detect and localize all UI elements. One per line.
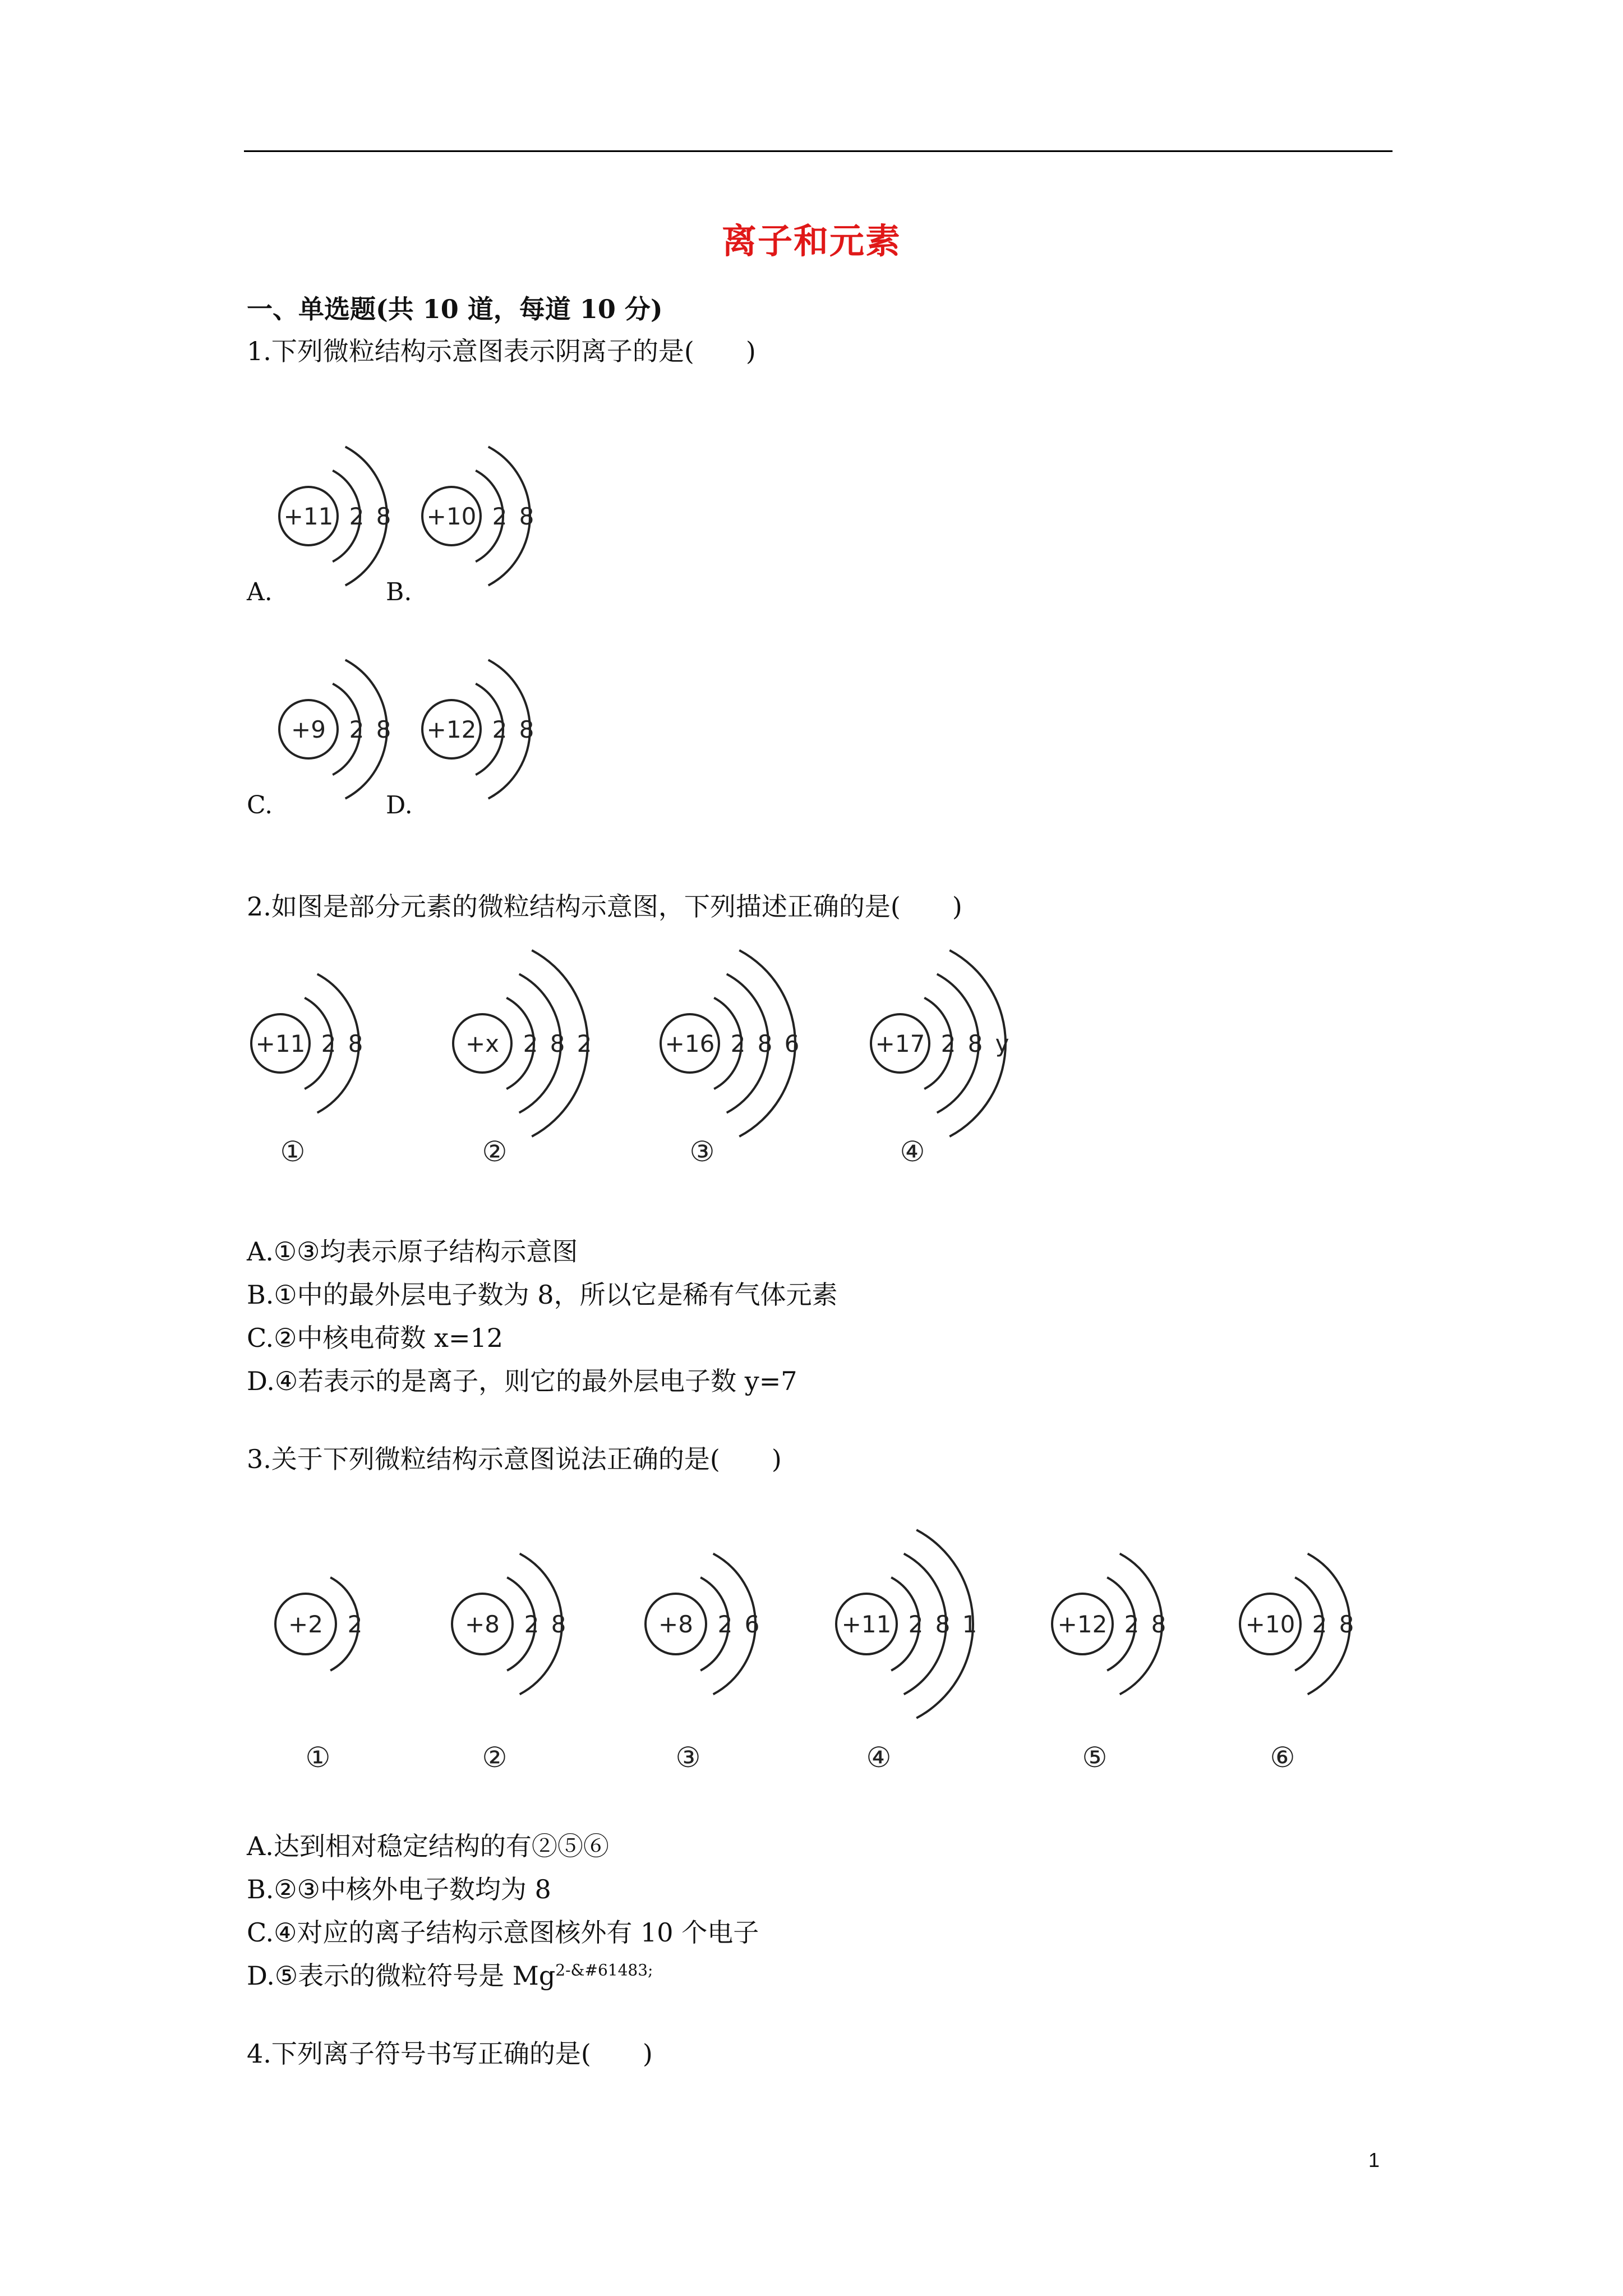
shell-electron-count: 8: [519, 503, 534, 530]
shell-electron-count: 2: [347, 1611, 363, 1638]
q2-figure-2: [449, 942, 617, 1178]
shell-electron-count: 8: [967, 1030, 983, 1057]
figure-label: ①: [280, 1135, 306, 1168]
shell-electron-count: 2: [349, 716, 365, 743]
shell-electron-count: 6: [784, 1030, 800, 1057]
document-title: 离子和元素: [721, 220, 901, 261]
figure-label: ④: [866, 1741, 892, 1774]
q1-option-d-diagram: [412, 639, 558, 819]
shell-electron-count: 2: [577, 1030, 592, 1057]
q2-figure-3: [656, 942, 824, 1178]
nucleus-charge: +12: [1057, 1611, 1108, 1638]
q2-choice-b: B.①中的最外层电子数为 8，所以它是稀有气体元素: [247, 1280, 838, 1310]
q2-choice-d: D.④若表示的是离子，则它的最外层电子数 y=7: [247, 1366, 797, 1396]
q3-choice-a: A.达到相对稳定结构的有②⑤⑥: [247, 1831, 609, 1861]
shell-electron-count: 8: [376, 716, 391, 743]
shell-electron-count: 8: [935, 1611, 951, 1638]
q1-option-d-letter: D.: [386, 791, 413, 820]
q3-choice-d-text: D.⑤表示的微粒符号是 Mg: [247, 1961, 556, 1991]
shell-electron-count: 2: [940, 1030, 956, 1057]
q2-figure-1: [247, 954, 415, 1178]
q1-option-b-letter: B.: [386, 578, 412, 606]
q1-option-b-diagram: [412, 426, 558, 606]
nucleus-charge: +10: [426, 503, 477, 530]
shell-electron-count: 6: [744, 1611, 760, 1638]
figure-label: ②: [482, 1135, 508, 1168]
nucleus-charge: +11: [283, 503, 334, 530]
q3-figure-5: [1046, 1515, 1214, 1773]
nucleus-charge: +17: [875, 1030, 925, 1057]
shell-electron-count: 1: [962, 1611, 978, 1638]
shell-electron-count: 2: [730, 1030, 746, 1057]
shell-electron-count: 8: [551, 1611, 566, 1638]
shell-electron-count: 8: [1339, 1611, 1354, 1638]
shell-electron-count: 2: [1312, 1611, 1327, 1638]
nucleus-charge: +x: [465, 1030, 500, 1057]
shell-electron-count: 8: [550, 1030, 565, 1057]
q3-figure-3: [639, 1515, 808, 1773]
q3-figure-1: [269, 1548, 415, 1773]
figure-label: ③: [675, 1741, 701, 1774]
q2-stem: 2.如图是部分元素的微粒结构示意图，下列描述正确的是( ): [247, 891, 962, 922]
nucleus-charge: +8: [465, 1611, 500, 1638]
q3-figure-4: [830, 1481, 1021, 1773]
shell-electron-count: 2: [492, 716, 508, 743]
q1-option-a-letter: A.: [247, 578, 273, 606]
nucleus-charge: +11: [255, 1030, 306, 1057]
q3-stem: 3.关于下列微粒结构示意图说法正确的是( ): [247, 1444, 782, 1474]
shell-electron-count: 8: [348, 1030, 363, 1057]
q3-choice-b: B.②③中核外电子数均为 8: [247, 1874, 551, 1904]
shell-electron-count: 2: [908, 1611, 924, 1638]
nucleus-charge: +2: [288, 1611, 323, 1638]
q1-option-c-letter: C.: [247, 791, 273, 820]
shell-electron-count: y: [995, 1030, 1009, 1057]
shell-electron-count: 2: [1124, 1611, 1140, 1638]
shell-electron-count: 8: [1151, 1611, 1166, 1638]
shell-electron-count: 2: [349, 503, 365, 530]
q1-stem: 1.下列微粒结构示意图表示阴离子的是( ): [247, 336, 756, 366]
nucleus-charge: +8: [658, 1611, 693, 1638]
section-heading: 一、单选题(共 10 道，每道 10 分): [247, 294, 663, 324]
q2-figure-4: [866, 942, 1035, 1178]
nucleus-charge: +9: [291, 716, 326, 743]
figure-label: ②: [482, 1741, 508, 1774]
q3-choice-d: [247, 1955, 653, 1993]
shell-electron-count: 2: [492, 503, 508, 530]
q3-choice-c: C.④对应的离子结构示意图核外有 10 个电子: [247, 1917, 759, 1948]
nucleus-charge: +16: [665, 1030, 715, 1057]
header-rule: [244, 150, 1393, 152]
shell-electron-count: 8: [376, 503, 391, 530]
figure-label: ⑥: [1270, 1741, 1295, 1774]
q3-choice-d-superscript: 2-&#61483;: [555, 1961, 653, 1980]
shell-electron-count: 2: [524, 1611, 540, 1638]
figure-label: ⑤: [1082, 1741, 1108, 1774]
page-number: 1: [1368, 2148, 1380, 2171]
shell-electron-count: 8: [519, 716, 534, 743]
q4-stem: 4.下列离子符号书写正确的是( ): [247, 2039, 653, 2069]
figure-label: ①: [305, 1741, 331, 1774]
q3-figure-2: [446, 1515, 614, 1773]
q2-choice-c: C.②中核电荷数 x=12: [247, 1323, 504, 1353]
q2-choice-a: A.①③均表示原子结构示意图: [247, 1236, 578, 1267]
shell-electron-count: 2: [523, 1030, 538, 1057]
nucleus-charge: +10: [1245, 1611, 1295, 1638]
shell-electron-count: 2: [717, 1611, 733, 1638]
nucleus-charge: +12: [426, 716, 477, 743]
figure-label: ④: [900, 1135, 925, 1168]
figure-label: ③: [689, 1135, 715, 1168]
q3-figure-6: [1234, 1515, 1402, 1773]
shell-electron-count: 8: [757, 1030, 773, 1057]
nucleus-charge: +11: [841, 1611, 892, 1638]
shell-electron-count: 2: [321, 1030, 336, 1057]
